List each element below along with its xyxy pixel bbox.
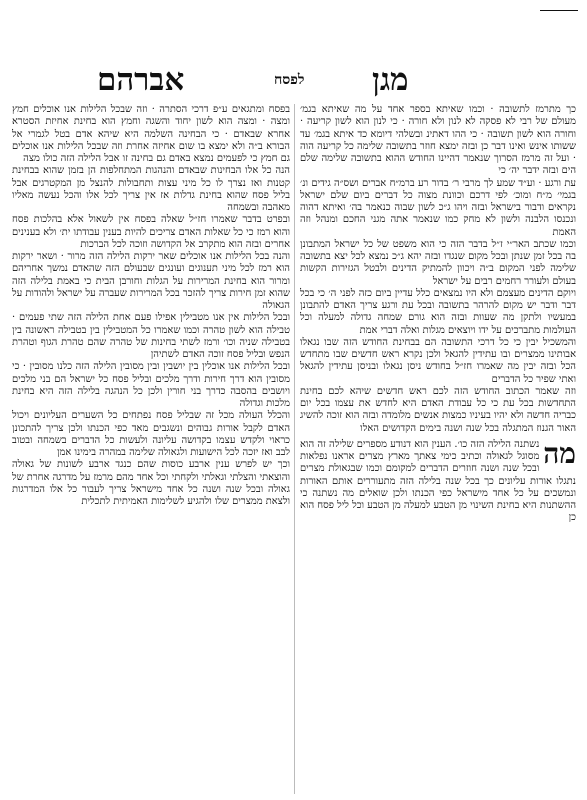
top-rule <box>540 10 578 11</box>
paragraph: ובפרט בדבר שאמרו חז״ל שאלה בפסח אין לשאול אלא בהלכות פסח והוא רמז כי כל שאלות האדם צריכים להיות בענין עבודתו ית׳ ולא בענינים אחרים ובזה הוא מתקרב אל הקדושה וזוכה לכל הברכות <box>12 214 290 250</box>
paragraph: עת ורגע · וע״ד שמע לך מרבי ר׳ בדור רע ברמ״ח אברים ושס״ה גידים ונ׳ בגמי׳ מ״ח ומוכ׳ לפי דרכם וכוונת מצוה כל דברים ביום שלם ישראל נקראים ודבור בישראל ובזה ויהו ג״כ לשון שבוה כנאמר בה׳ ואיתא דהוה ונכנסו הלבנה ולשון לא מחק כמו שנאמר אתה מגני החכם ומנהל וזה האמת <box>300 177 576 238</box>
paragraph: וכמו שכתב האר״י ז״ל בדבר הזה כי הוא משפט של כל ישראל המתבונן בה בכל זמן שנתן ובכל מקום שנגדו ובזה יהא ג״כ נמצא לכל יצא בתשובה שלימה לפני המקום ב״ה ויכוון להמתיק הדינים ולבטל הגזירות הקשות בעולם ולעורר רחמים רבים על ישראל <box>300 238 576 287</box>
section-text: נשתנה הלילה הזה כו׳. הענין הוא דנודע מספרים שלילה זה הוא מסוגל לגאולה וכתיב כימי צאתך מארץ מצרים אראנו נפלאות ובכל שנה ושנה חוזרים הדברים למקומם וכמו שבגאולת מצרים נתגלו אורות עליונים כך בכל שנה בלילה הזה מתעוררים אותם האורות ונמשכים על כל אחד מישראל כפי הכנתו ולכן שואלים מה נשתנה כי ההשתנות היא בחינת השינוי מן הטבע למעלה מן הטבע וכל ליל פסח הוא כן <box>300 438 576 524</box>
running-title-left: אברהם <box>97 62 185 98</box>
paragraph: וכך יש לפרש ענין ארבע כוסות שהם כנגד ארבע לשונות של גאולה והוצאתי והצלתי וגאלתי ולקחתי וכל אחד מהם מרמז על מדרגה אחרת של גאולה ובכל שנה ושנה כל אחד מישראל צריך לעבור כל אלו המדרגות ולצאת ממצרים שלו ולהגיע לשלימות האמיתית לתכלית <box>12 459 290 507</box>
paragraph: והמשכיל יבין כי כל דרכי התשובה הם בבחינת החודש הזה שבו נגאלו אבותינו ממצרים ובו עתידין להגאל ולכן נקרא ראש חדשים שבו מתחדש הכל ובזה יבין מה שאמרו חז״ל בחודש ניסן נגאלו ובניסן עתידין להגאל ואתי שפיר כל הדברים <box>300 336 576 385</box>
right-text-column <box>300 104 576 794</box>
paragraph: כך מתרמז לתשובה · וכמו שאיתא בספר אחד על מה שאיתא בגמ׳ מעולם של רבי לא פסקה לא לנון ולא חורה · כי לנון הוא לשון קריעה · וחורה הוא לשון תשובה · כי ההו דאתינ ובשלהי דיומא כד איתא בגמ׳ עד ששותו אינש ואינו דבר כן ובזה ימצא חוזר בתשובה שלימה כל קריעה הוה · ועל זה מרמז הסרוך שנאמר דהיינו החודש ההוא בתשובה שלימה שלם הים ובזה ידבר יה׳ כי <box>300 104 576 177</box>
page-header <box>12 60 578 100</box>
paragraph: והנה בכל הלילות אנו אוכלים שאר ירקות הלילה הזה מרור · ושאר ירקות הוא רמז לכל מיני תענוגים ועונגים שבעולם הזה שהאדם נמשך אחריהם ומרור הוא בחינת המרירות על הגלות וחורבן הבית כי באמת בלילה הזה שהוא זמן חירות צריך להזכר בכל המרירות שעברה על ישראל ולהודות על הגאולה <box>12 251 290 311</box>
running-title-center: לפסח <box>274 72 305 88</box>
column-divider <box>294 104 295 794</box>
paragraph: הנה כל אלו הבחינות שבאדם והנהגות המתחלפות הן בזמן שהוא בבחינת קטנות ואז נצרך לו כל מיני עצות ותחבולות להנצל מן המקטרגים אבל בליל פסח שהוא בחינת גדלות אז אין צריך לכל אלו והכל נעשה מאליו מאהבה ובשמחה <box>12 165 290 213</box>
paragraph: ובכל הלילות אנו אוכלין בין יושבין ובין מסובין הלילה הזה כלנו מסובין · כי מסובין הוא דרך חירות ודרך מלכים ובליל פסח כל ישראל הם בני מלכים ויושבים בהסבה כדרך בני חורין ולכן כל הנהגה בלילה הזה היא בחינת מלכות וגדולה <box>12 361 290 409</box>
section-head-word: מה <box>543 436 576 470</box>
left-text-column <box>12 104 290 794</box>
paragraph: והכלל העולה מכל זה שבליל פסח נפתחים כל השערים העליונים ויכול האדם לקבל אורות גבוהים ונשגבים מאד כפי הכנתו ולכן צריך להתכונן כראוי ולקדש עצמו בקדושה עליונה ולעשות כל הדברים בשמחה ובטוב לבב ואז יזכה לכל הישועות ולגאולה שלימה במהרה בימינו אמן <box>12 410 290 458</box>
paragraph: וזה שאמר הכתוב החודש הזה לכם ראש חדשים שיהא לכם בחינת התחדשות בכל עת כי כל עבודת האדם היא לחדש את עצמו בכל יום כבריה חדשה ולא יהיו בעיניו כמצות אנשים מלומדה ובזה הוא זוכה להשיג האור הגנוז המתגלה בכל שנה ושנה בימים הקדושים האלו <box>300 385 576 434</box>
paragraph: ובכל הלילות אין אנו מטבילין אפילו פעם אחת הלילה הזה שתי פעמים · טבילה הוא לשון טהרה וכמו שאמרו כל המטבילין בין בטבילה ראשונה בין בטבילה שניה וכו׳ ורמז לשתי בחינות של טהרה שהם טהרת הגוף וטהרת הנפש ובליל פסח זוכה האדם לשתיהן <box>12 312 290 360</box>
paragraph: בפסח ומתגאים ע״פ דרכי הסתרה · וזה שבכל הלילות אנו אוכלים חמץ ומצה · ומצה הוא לשון יחוד והשגה וחמץ הוא בחינת אחיזת הסטרא אחרא שבאדם · כי הבחינה השלמה היא שיהא אדם בטל לגמרי אל הבורא ב״ה ולא ימצא בו שום אחיזה אחרת וזה שבכל הלילות אנו אוכלים גם חמץ כי לפעמים נמצא באדם גם בחינה זו אבל הלילה הזה כולו מצה <box>12 104 290 164</box>
new-section <box>300 436 576 525</box>
running-title-right: מגן <box>372 62 409 98</box>
paragraph: ויוקם הדינים מעצמם ולא היו נמצאים כלל עדיין ביום כזה לפני ה׳ כי בכל דבר ודבר יש מקום להרהר בתשובה ובכל עת ורגע צריך האדם להתבונן במעשיו ולתקן מה שעוות ובזה הוא גורם שמחה גדולה למעלה וכל העולמות מתברכים על ידו ויוצאים מגלות ואלה דברי אמת <box>300 287 576 336</box>
